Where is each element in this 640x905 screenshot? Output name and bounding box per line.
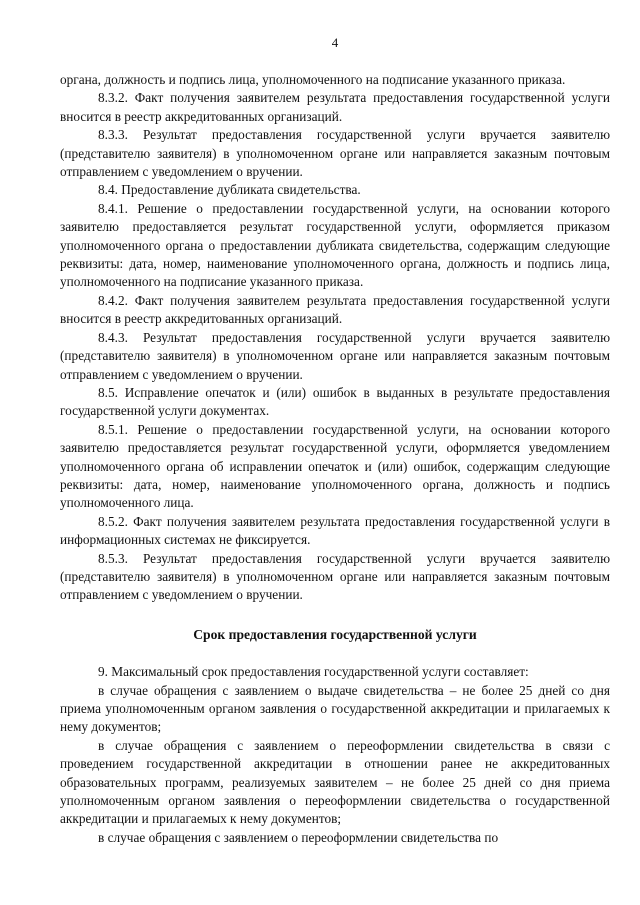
paragraph: 8.4. Предоставление дубликата свидетельства. (98, 182, 361, 198)
paragraph: органа, должность и подпись лица, уполномоченного на подписание указанного приказа. (60, 72, 566, 87)
paragraph: 8.3.3. Результат предоставления государственной услуги вручается заявителю (представителю заявителя) в уполномоченном органе или направляется заказным почтовым отправлением с уведомлением о вручении. (60, 127, 610, 180)
paragraph: 8.5. Исправление опечаток и (или) ошибок в выданных в результате предоставления государственной услуги документах. (60, 384, 610, 419)
paragraph: 9. Максимальный срок предоставления государственной услуги составляет: (98, 664, 529, 680)
page-number: 4 (331, 35, 339, 50)
paragraph: 8.4.2. Факт получения заявителем результата предоставления государственной услуги вносится в реестр аккредитованных организаций. (60, 292, 610, 327)
paragraph: в случае обращения с заявлением о переоформлении свидетельства по (98, 829, 499, 845)
paragraph: 8.3.2. Факт получения заявителем результата предоставления государственной услуги вносится в реестр аккредитованных организаций. (60, 90, 610, 124)
paragraph: в случае обращения с заявлением о выдаче свидетельства – не более 25 дней со дня приема уполномоченным органом заявления о государственной аккредитации и прилагаемых к нему документов; (60, 682, 610, 735)
paragraph: 8.5.2. Факт получения заявителем результата предоставления государственной услуги в информационных системах не фиксируется. (60, 513, 610, 548)
section-8-text (60, 71, 610, 605)
paragraph: 8.5.1. Решение о предоставлении государственной услуги, на основании которого заявителю предоставляется результат государственной услуги, оформляется уведомлением уполномоченного органа об исправлении опечаток и (или) ошибок, содержащим следующие реквизиты: дата, номер, наименование уполномоченного органа, должность и подпись уполномоченного лица. (60, 421, 610, 511)
section-title: Срок предоставления государственной услуги (193, 626, 477, 642)
paragraph: 8.4.1. Решение о предоставлении государственной услуги, на основании которого заявителю предоставляется результат государственной услуги, оформляется приказом уполномоченного органа о предоставлении дубликата свидетельства, содержащим следующие реквизиты: дата, номер, наименование уполномоченного органа, должность и подпись лица, уполномоченного на подписание указанного приказа. (60, 200, 610, 290)
paragraph: в случае обращения с заявлением о переоформлении свидетельства в связи с проведением государственной аккредитации в отношении ранее не аккредитованных образовательных программ, реализуемых заявителем – не более 25 дней со дня приема уполномоченным органом заявления о переоформлении свидетельства о государственной аккредитации и прилагаемых к нему документов; (60, 737, 610, 827)
section-9-text (60, 663, 610, 847)
paragraph: 8.4.3. Результат предоставления государственной услуги вручается заявителю (представителю заявителя) в уполномоченном органе или направляется заказным почтовым отправлением с уведомлением о вручении. (60, 329, 610, 382)
document-page (60, 35, 610, 847)
paragraph: 8.5.3. Результат предоставления государственной услуги вручается заявителю (представителю заявителя) в уполномоченном органе или направляется заказным почтовым отправлением с уведомлением о вручении. (60, 550, 610, 603)
